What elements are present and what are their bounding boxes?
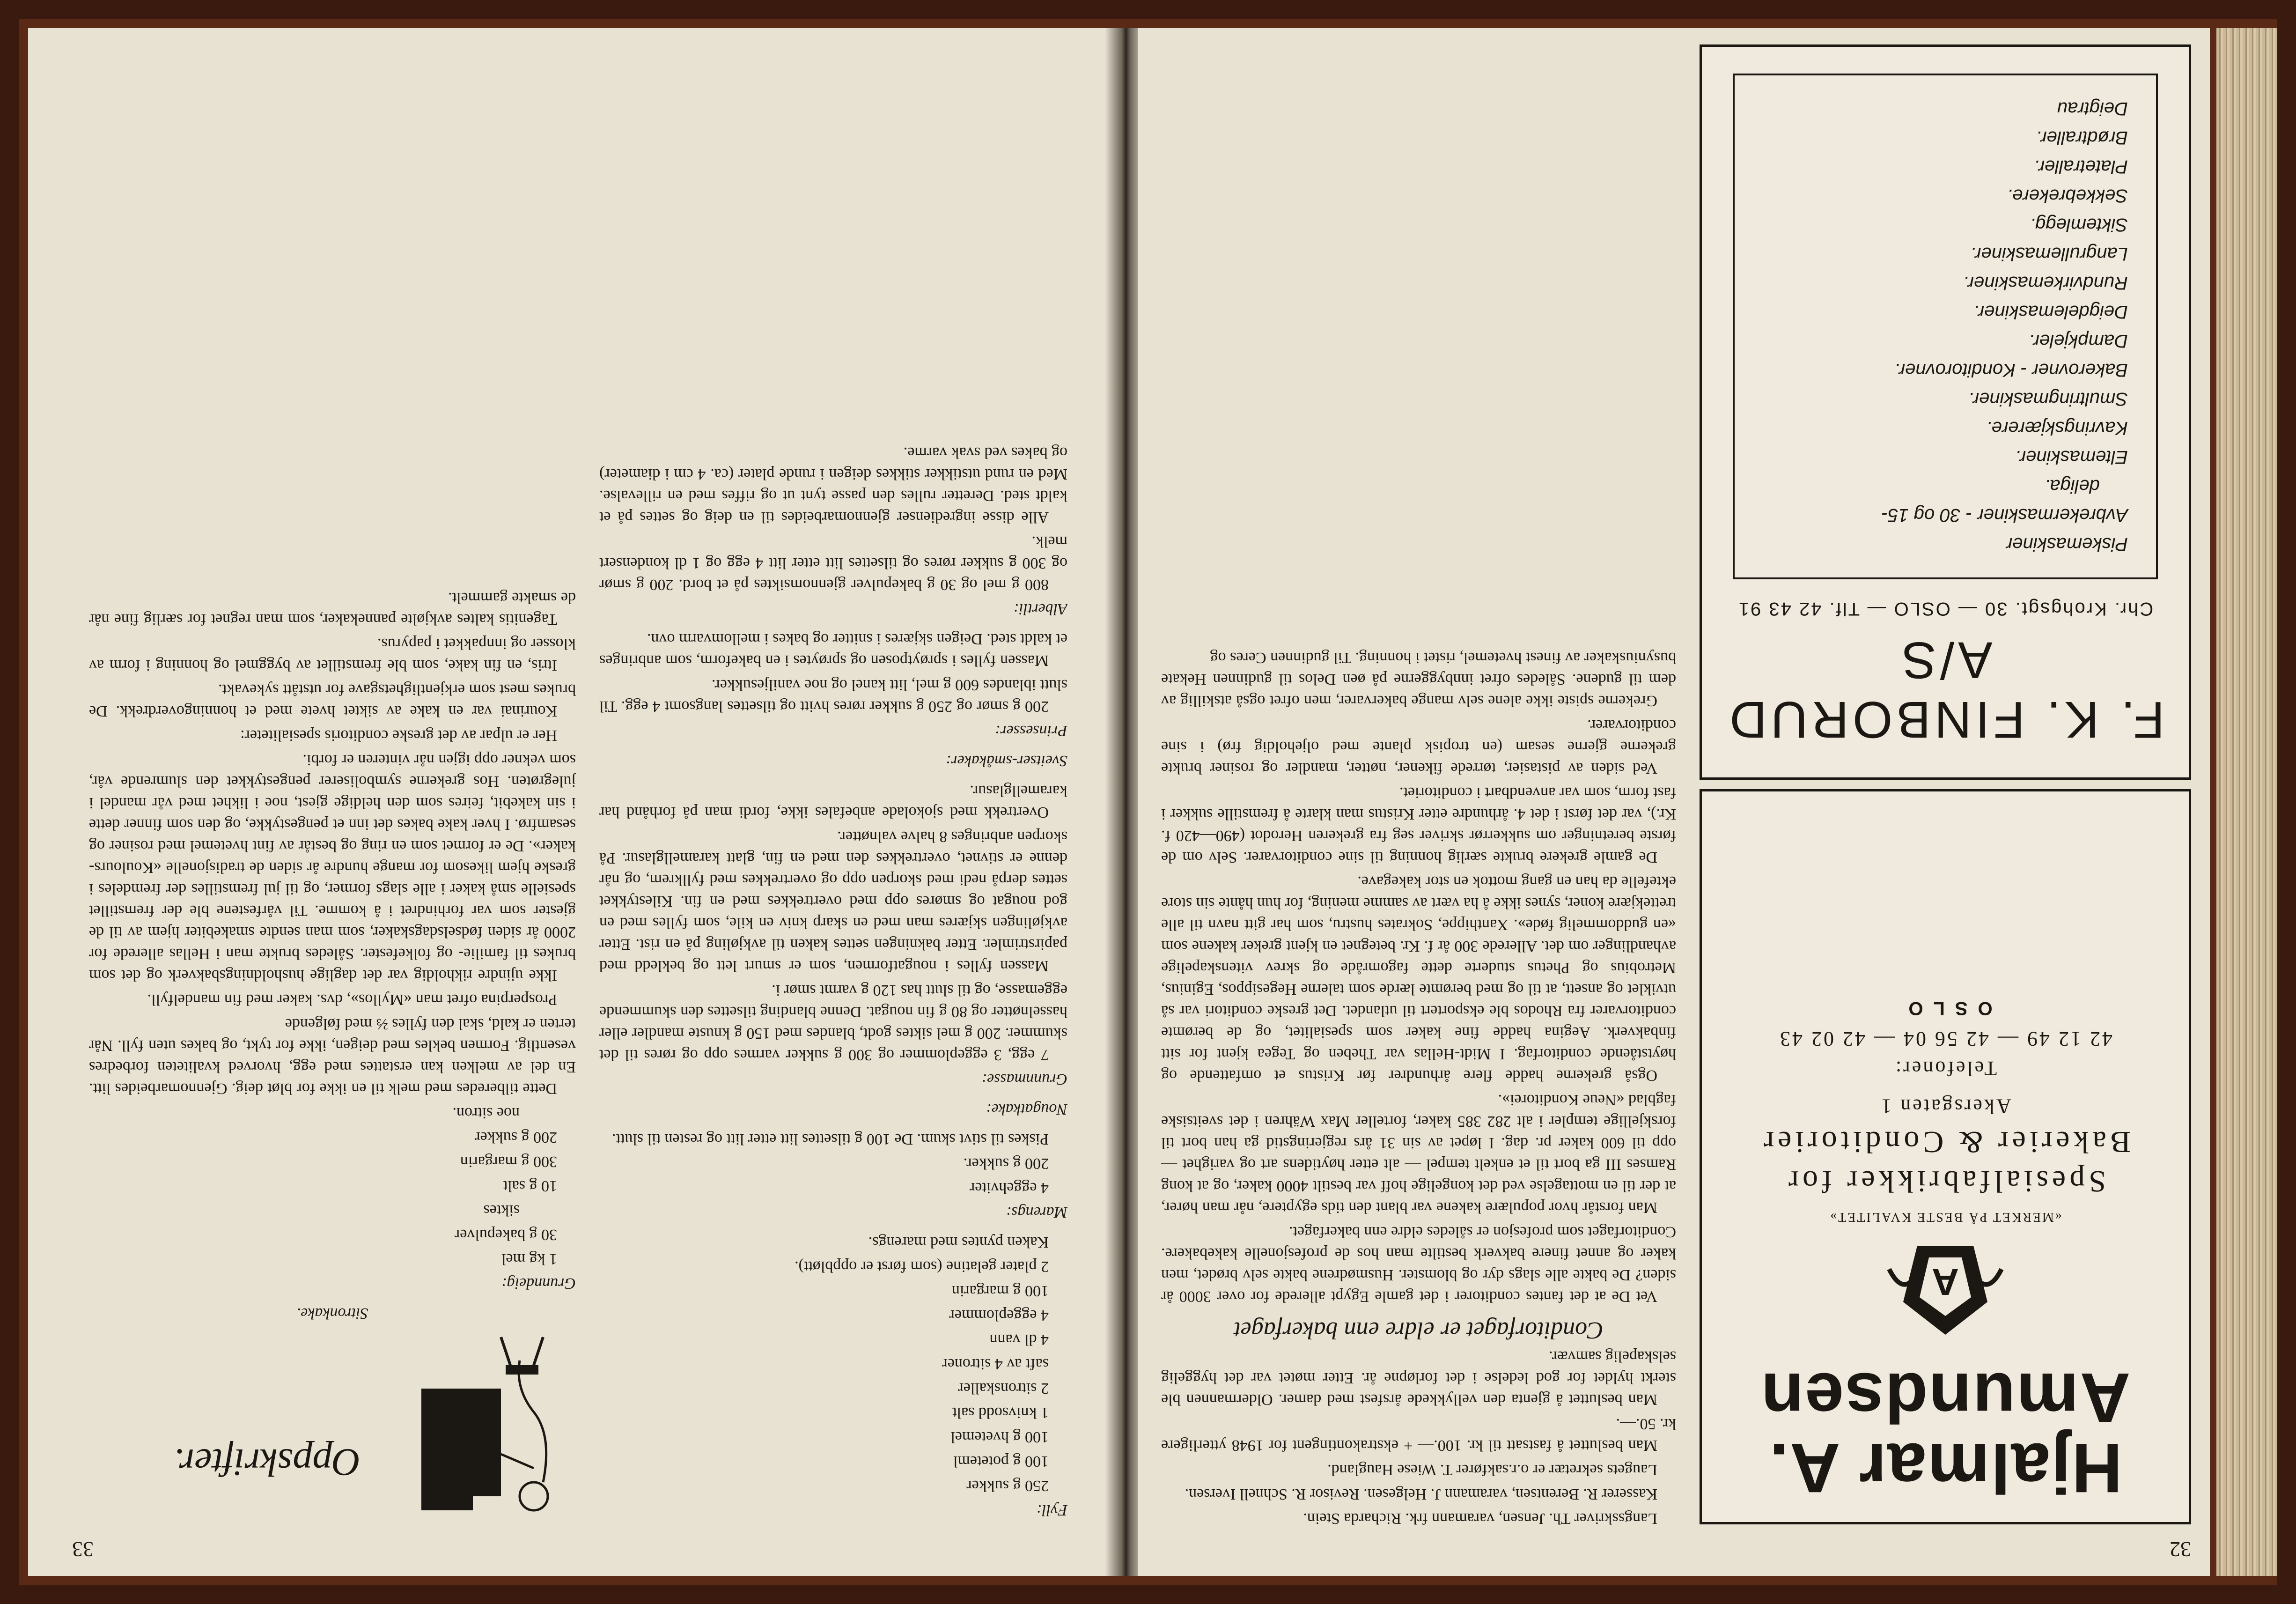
chef-illustration [89, 1332, 576, 1529]
paragraph: 200 g smør og 250 g sukker røres hvitt og tilsettes langsomt 4 egg. Til slutt iblandes 600 g mel, litt kanel og noe vaniljesukker. [599, 676, 1067, 715]
ad-company-name: F. K. FINBORUD A/S [1726, 631, 2165, 748]
recipes-column-b [599, 44, 1067, 1529]
left-page-rotated [28, 28, 1114, 1576]
recipe-subtitle: Prinsesser: [995, 722, 1067, 739]
list-item: Sekkebrekere. [2007, 185, 2128, 206]
recipe-line: noe sitron. [452, 1104, 520, 1122]
list-item: Deigtrau [2057, 98, 2128, 119]
recipe-line: 4 eggehviter [970, 1179, 1049, 1197]
ad-motto: «MERKET PÅ BESTE KVALITET» [1829, 1210, 2062, 1224]
ad-address: Chr. Krohgsgt. 30 — OSLO — Tlf. 42 43 91 [1737, 599, 2154, 619]
left-page [28, 28, 1114, 1576]
recipes-heading: Oppskrifter. [174, 1441, 361, 1484]
list-item: Siktemlegg. [2030, 214, 2128, 235]
paragraph: Kaken pyntes med marengs. [868, 1234, 1049, 1251]
ad-street: Akersgaten 1 [1879, 1095, 2011, 1118]
paragraph: Vet De at det fantes conditorer i det gamle Egypt allerede for over 3000 år siden? De bakte alle slags dyr og blomster. Husmødrene bakte selv brødet, men kaker og annet finere bakverk bestilte man hos de profesjonelle kakebakere. Conditorfaget som profesjon er således eldre enn bakerfaget. [1161, 1223, 1676, 1305]
recipe-line: saft av 4 sitroner [942, 1355, 1049, 1373]
recipe-line: 1 kg mel [501, 1250, 557, 1268]
right-page-rotated [1138, 28, 2210, 1576]
recipe-line: 100 g poteteml [953, 1453, 1049, 1470]
recipe-line: 250 g sukker [966, 1477, 1049, 1494]
recipe-subtitle: Albertli: [1013, 600, 1067, 618]
ad-phones: 42 12 49 — 42 56 04 — 42 02 43 [1778, 1027, 2112, 1050]
ad-city: OSLO [1898, 998, 1993, 1019]
recipe-line: 200 g sukker. [963, 1155, 1049, 1172]
ad-phone-label: Telefoner: [1893, 1057, 1997, 1080]
paragraph: Også grekerne hadde flere århundrer før Kristus et omfattende og høytstående conditorfag. I Midt-Hellas var Theben og Tegea kjent for sitt finbakverk. Aegina hadde fine kaker som spesialitet, og de berømte conditorvarer fra Rhodos ble eksportert til utlandet. Det greske conditori var så utviklet og ansett, at til og med berømte lærde som talerne Hegesippos, Eginius, Metrobius og Phetus studerte dette fagområde og skrev vitenskapelige avhandlinger om det. Allerede 300 år f. Kr. betegnet en kjent greker kakene som «en guddommelig føde». Xanthippe, Sokrates hustru, som har gitt navn til alle trettekjære koner, synes ikke å ha vært av samme mening, for hun hånte sin store ektefelle da han en gang mottok en stor kakegave. [1161, 873, 1676, 1084]
article-column [1161, 44, 1676, 1529]
recipe-line: 30 g bakepulver [454, 1226, 557, 1243]
paragraph: Her er ulpar av det greske conditoris spesialiteter: [240, 727, 557, 744]
recipe-line: 2 sitronskaller [958, 1380, 1049, 1397]
paragraph: Alle disse ingredienser gjennomarbeides til en deig og settes på et kaldt sted. Deretter rulles den passe tynt ut og riffes med en rillevalse. Med en rund utstikker stikkes deigen i runde plater (ca. 4 cm i diameter) og bakes ved svak varme. [599, 444, 1067, 526]
recipe-subtitle: Grunnmasse: [981, 1071, 1067, 1088]
list-item: Langrullemaskiner. [1970, 244, 2128, 264]
recipe-subtitle: Sveitser-småkaker: [946, 752, 1067, 769]
paragraph: Itris, en fin kake, som ble fremstillet av byggmel og honning i form av klosser og innpakket i papyrus. [89, 635, 576, 674]
recipe-title-sitronkake: Sitronkake. [296, 1305, 368, 1322]
paragraph: Laugets sekretær er o.r.sakfører T. Wiese Haugland. [1327, 1461, 1657, 1478]
recipe-subtitle: Marengs: [1006, 1204, 1067, 1221]
ad-company-name: Amundsen [1760, 1359, 2131, 1437]
list-item: Piskemaskiner [2006, 534, 2128, 554]
right-page [1138, 28, 2210, 1576]
recipe-subtitle: Nougatkake: [986, 1101, 1067, 1118]
ad-specialty: Spesialfabrikker for [1785, 1164, 2106, 1198]
recipe-line: 1 knivsodd salt [952, 1404, 1049, 1421]
list-item: Rundvirkemaskiner. [1963, 273, 2128, 293]
paragraph: Ikke ujindre rikholdig var det daglige husholdningsbakverk og det som brukes til familie- og folkefester. Således brukte man i Hellas allerede for 2000 år siden fødselsdagskaker, som man sendte smakebiter hjem av til de gjester som var forhindret i å komme. Til vårfestene ble der fremstillet spesielle små kaker i alle slags former, og til jul fremstilles der fremdeles i greske hjem likesom for mange hundre år siden de tradisjonelle «Koulours-kaker». De er formet som en ring og består av fint hvetemel med rosiner og sesamfrø. I hver kake bakes det inn et pengestykke, og den som finner dette i sin kakebit, feires som den heldige gjest, noe i likhet med vår mandel i julegrøten. Hos grekerne symboliserer pengestykket den slumrende vår, som vekner opp igjen når vinteren er forbi. [89, 751, 576, 984]
list-item: Deigdelemaskiner. [1973, 302, 2128, 322]
recipe-subtitle: Fyll: [1036, 1501, 1067, 1519]
paragraph: Piskes til stivt skum. De 100 g tilsettes litt etter litt og resten til slutt. [611, 1131, 1049, 1148]
ad-finbord [1700, 44, 2191, 780]
recipe-line: 300 g margarin [460, 1153, 557, 1170]
paragraph: Man besluttet å fastsatt til kr. 100.— + ekstrakontingent for 1948 ytterligere kr. 50.—. [1161, 1415, 1676, 1454]
paragraph: 800 g mel og 30 g bakepulver gjennomsiktes på et bord. 200 g smør og 300 g sukker røres og tilsettes litt etter litt 4 egg og 1 dl kondensert melk. [599, 533, 1067, 593]
recipe-line: 4 dl vann [989, 1331, 1049, 1348]
list-item: Avbrekermaskiner - 30 og 15- [1881, 505, 2128, 525]
recipe-line: 10 g salt [503, 1177, 557, 1195]
ad-company-name: Hjalmar A. [1768, 1429, 2123, 1508]
recipe-subtitle: Grunndeig: [501, 1275, 576, 1292]
paragraph: Massen fylles i sprøytposen og sprøytes i en bakeform, som anbringes et kaldt sted. Deigen skjæres i snitter og bakes i mellomvarm ovn. [599, 630, 1067, 669]
recipe-line: 2 plater gelatine (som først er oppbløtt). [795, 1258, 1049, 1275]
recipe-line: siktes [483, 1202, 520, 1219]
recipe-line: 4 eggeplommer [949, 1307, 1049, 1324]
paragraph: Overtrekk med sjokolade anbefales ikke, fordi man på forhånd har karamellglasur. [599, 782, 1067, 821]
paragraph: De gamle grekere brukte særlig honning til sine conditorvarer. Selv om de første beretninger om sukkerrør skriver seg fra grekeren Herodot (490—420 f. Kr.), var det først i det 4. århundre etter Kristus man klarte å fremstille sukker i fast form, som var anvendbart i conditoriet. [1161, 784, 1676, 866]
paragraph: Kasserer R. Berentsen, varamann J. Helgesen. Revisor R. Schnell Iversen. [1185, 1486, 1657, 1503]
list-item: Brødtraller. [2036, 127, 2128, 148]
recipe-line: 200 g sukker [475, 1129, 557, 1146]
paragraph: Dette tilberedes med melk til en ikke for bløt deig. Gjennomarbeides litt. En del av melken kan erstattes med egg, hvorved kvaliteten forbedres vesentlig. Formen bekles med deigen, ikke for tykt, og bakes uten fyll. Når terten er kald, skal den fylles ⅔ med følgende [89, 1015, 576, 1097]
paragraph: Man forstår hvor populære kakene var blant den tids egyptere, når man hører, at der til en mottagelse ved det kongelige hoff var bestilt 4000 kaker, og at kong Ramses III ga bort til et enkelt tempel — alt etter høytidens art og varighet — opp til 600 kaker pr. dag. I løpet av sin 31 års regjeringstid ga han bort til forskjellige templer i alt 282 385 kaker, forteller Max Währen i det sveitsiske fagblad «Neue Konditorei». [1161, 1091, 1676, 1216]
svg-text:A: A [1932, 1261, 1959, 1303]
paragraph: Grekerne spiste ikke alene selv mange bakervarer, men ofret også atskillig av dem til gudene. Således ofret innbyggerne på øen Delos til gudinnen Hekate busyniuskaker av finest hvetemel, ristet i honning. Til gudinnen Ceres og [1161, 649, 1676, 710]
paragraph: Tagenitis kaltes avkjølte pannekaker, som man regnet for særlig fine når de smakte gammelt. [89, 589, 576, 628]
emblem-icon [1875, 1232, 2016, 1344]
list-item: Bakerovner - Konditorovner. [1894, 360, 2128, 380]
ad-product-list [1733, 74, 2158, 579]
paragraph: Langsskriver Th. Jensen, varamann frk. Richarda Stein. [1303, 1510, 1657, 1527]
paragraph: Ved siden av pistasier, tørrede fikener, nøtter, mandler og rosiner brukte grekerne gjerne sesam (en tropisk plante med oljeholdig frø) i sine conditorvarer. [1161, 717, 1676, 777]
paragraph: Man besluttet å gjenta den vellykkede årsfest med damer. Oldermannen ble sterkt hyldet for god ledelse i det forløpne år. Etter møtet var det hyggelig selskapelig samvær. [1161, 1348, 1676, 1408]
paragraph: Kourinai var en kake av siktet hvete med et honningoverdrekk. De brukes mest som erkjentlighetsgave for utstått sykevakt. [89, 681, 576, 720]
ad-specialty: Bakerier & Conditorier [1760, 1125, 2131, 1159]
ad-hjalmar-amundsen [1700, 789, 2191, 1524]
recipe-line: 100 g hvetemel [950, 1428, 1049, 1446]
paragraph: Massen fylles i nougatformen, som er smurt lett og bekledd med papirstrimler. Etter bakningen settes kaken til avkjøling på en rist. Etter avkjølingen skjæres man med en skarp kniv en kile, som fylles med en god nougat og smøres opp med overtrekkes med en fin. Kilestykket settes derpå nedi med skorpen opp og overtrekkes med fyllkrem, og når denne er stivnet, overtrekkes den med en fin, glatt karamellglasur. På skorpen anbringes 8 halve valnøtter. [599, 828, 1067, 975]
recipe-line: 100 g margarin [951, 1282, 1049, 1300]
recipes-column-a [89, 44, 576, 1529]
article-title: Conditorfaget er eldre enn bakerfaget [1234, 1317, 1604, 1344]
paragraph: 7 egg, 3 eggeplommer og 300 g sukker varmes opp og røres til det skummer. 200 g mel siktes godt, blandes med 150 g knuste mandler eller hasselnøtter og 80 g fin nougat. Denne blanding tilsettes den skummende eggemasse, og til slutt has 120 g varmt smør i. [599, 982, 1067, 1064]
list-item: Eltemaskiner. [2015, 447, 2128, 467]
page-number: 33 [72, 1537, 94, 1561]
list-item: Smultringmaskiner. [1968, 389, 2128, 409]
page-number: 32 [2170, 1537, 2191, 1561]
list-item: Kavringskjærere. [1986, 418, 2128, 438]
list-item: Platetraller. [2034, 156, 2128, 177]
list-item: deliga. [2045, 476, 2100, 496]
book-spread [19, 19, 2277, 1585]
paragraph: Prosperpina ofret man «Myllos», dvs. kaker med fin mandelfyll. [147, 991, 557, 1008]
list-item: Dampkjeler. [2029, 331, 2128, 351]
page-edges [2216, 28, 2277, 1576]
